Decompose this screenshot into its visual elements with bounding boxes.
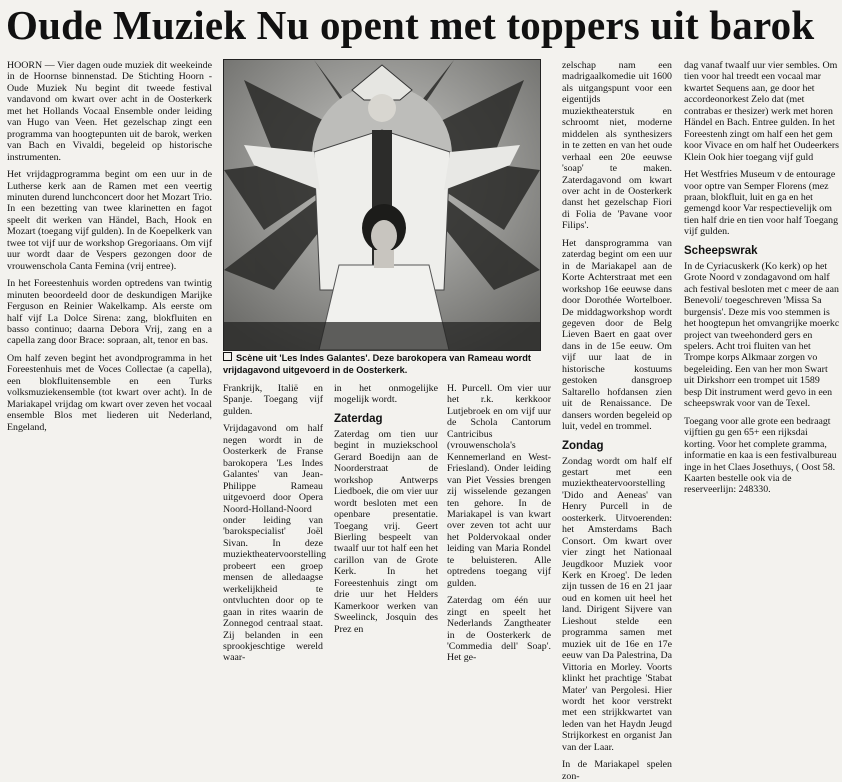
paragraph: in het onmogelijke mogelijk wordt. — [334, 383, 438, 406]
article-column-5 — [684, 60, 840, 578]
paragraph: Zondag wordt om half elf gestart met een muziektheatervoorstelling 'Dido and Aeneas' van Henry Purcell in de oosterkerk. Uitvoerenden: het Amsterdams Bach Consort. Om kwart over vier zingt het Nationaal Jeugdkoor Muziek voor Kerk en Kroeg'. De leden zijn tussen de 16 en 21 jaar oud en komen uit heel het land. Dirigent Sijvere van Lieshout stelde een programma samen met muziek uit de 16e en 17e eeuw van Da Palestrina, Da Vittoria en Morley. Voorts klinkt het prachtige 'Stabat Mater' van Pergolesi. Hier wordt het koor verstrekt met een strijkkwartet van leden van het Haydn Jeugd Strijkorkest en organist Jan van der Laar. — [562, 455, 672, 753]
caption-text: Scène uit 'Les Indes Galantes'. Deze barokopera van Rameau wordt vrijdagavond uitgevoerd in de Oosterkerk. — [223, 353, 531, 375]
photo-caption — [223, 352, 553, 376]
subheading-scheepswrak: Scheepswrak — [684, 244, 758, 257]
paragraph: HOORN — Vier dagen oude muziek dit weekeinde in de Hoornse binnenstad. De Stichting Hoorn - Oude Muziek Nu begint dit tweede festival vandavond om kwart over acht in de Oosterkerk met het Hollands Vocaal Ensemble onder leiding van Hugo van Veen. Het gezelschap zingt een programma van hoogtepunten uit de barok, werken van Bach en Vivaldi, begeleid op historische instrumenten. — [7, 60, 212, 163]
paragraph: In het Foreestenhuis worden optredens van twintig minuten beoordeeld door de deskundigen Marijke Ferguson en Reinier Wakelkamp. Als eerste om half vijf La Dolce Sirena: zang, blokfluiten en basso continuo; daarna Debora Vrij, zang en a capella zang door Brace: sopraan, alt, tenor en bas. — [7, 278, 212, 347]
article-headline: Oude Muziek Nu opent met toppers uit barok — [6, 2, 815, 48]
article-column-3 — [334, 383, 438, 635]
opera-scene-image — [224, 60, 540, 350]
paragraph: Om half zeven begint het avondprogramma in het Foreestenhuis met de Voces Collectae (a capella), een blokfluitensemble en een Turks volksmuziekensemble (tot kwart over acht). In de Mariakapel vrijdag om kwart over zeven het vocaal ensemble Blos met liederen uit Nederland, Engeland, — [7, 352, 212, 433]
paragraph: In de Cyriacuskerk (Ko kerk) op het Grote Noord v zondagavond om half ach festival besloten met c meer de aan Benevoli/ toegeschreven 'Missa Sa burgensis'. Deze mis voo stemmen is het hoogtepun het omvangrijke moerkc project van tweehonderd gers en spelers. Acht troi fluiten van het Trompe korps Alkmaar zorgen vo begeleiding. Een van her mon Swart uit Dirkshorr een trompet uit 1589 besp Dit instrument werd gevo in een scheepswrak voor van de Texel. — [684, 260, 840, 410]
paragraph: Frankrijk, Italië en Spanje. Toegang vijf gulden. — [223, 383, 323, 417]
paragraph: zelschap nam een madrigaalkomedie uit 1600 als uitgangspunt voor een eigentijds muziektheaterstuk en schroomt niet, moderne middelen als synthesizers in te zetten en van het oude verhaal een 20e eeuwse 'soap' te maken. Zaterdagavond om kwart over acht in de Oosterkerk danst het gezelschap Fiori di Folia de 'Pavane voor Filips'. — [562, 60, 672, 232]
article-column-2 — [223, 383, 327, 664]
subheading-zaterdag: Zaterdag — [334, 412, 383, 425]
article-column-4 — [562, 60, 672, 782]
paragraph: Zaterdag om tien uur begint in muziekschool Gerard Boedijn aan de Noorderstraat de workshop Antwerps Liedboek, die om vier uur wordt besloten met een openbare presentatie. Toegang vrij. Geert Bierling bespeelt van twaalf uur tot half een het carillon van de Grote Kerk. In het Foreestenhuis zingt om drie uur het Helders Kamerkoor werken van Sweelinck, Josquin des Prez en — [334, 428, 438, 635]
paragraph: Het dansprogramma van zaterdag begint om een uur in de Mariakapel aan de Korte Achterstraat met een workshop 16e eeuwse dans door Dorothée Wortelboer. De middagworkshop wordt gegeven door de Belg Lieven Baert en gaat over dans in de 15e eeuw. Om vijf uur laat de in historische kostuums gestoken dansgroep Saltarello hofdansen zien uit de Renaissance. De dansers worden begeleid op luit, vedel en trommel. — [562, 237, 672, 433]
paragraph: H. Purcell. Om vier uur het r.k. kerkkoor Lutjebroek en om vijf uur de Schola Cantorum Cantricibus (vrouwenschola's Kennemerland en West-Friesland). Onder leiding van Piet Vessies brengen zij wisselende gezangen ten gehore. In de Mariakapel is van kwart over zeven tot acht uur het Poldervokaal onder leiding van Maria Rondel te beluisteren. Alle optredens toegang vijf gulden. — [447, 383, 551, 589]
paragraph: Zaterdag om één uur zingt en speelt het Nederlands Zangtheater in de Oosterkerk de 'Commedia dell' Soap'. Het ge- — [447, 595, 551, 664]
subheading-zondag: Zondag — [562, 439, 604, 452]
paragraph: Het Westfries Museum v de entourage voor optre van Semper Florens (mez praan, blokfluit, luit en ga en het gemengd koor Var respectievelijk om tien half drie en tien voor half Toegang vijf gulden. — [684, 169, 839, 238]
paragraph: Het vrijdagprogramma begint om een uur in de Lutherse kerk aan de Ramen met een veertig minuten durend lunchconcert door het Mozart Trio. In een bezetting van twee klarinetten en fagot speelt dit werken van Händel, Bach, Hook en Mozart (toegang vijf gulden). In de Koepelkerk van twee tot vijf uur de workshop Gregoriaans. Om vijf uur wordt daar de Vespers gezongen door de vrouwenschola Canta Femina (vrij entree). — [7, 169, 212, 272]
article-column-4-lower — [447, 383, 551, 664]
paragraph: Vrijdagavond om half negen wordt in de Oosterkerk de Franse barokopera 'Les Indes Galantes' van Jean-Philippe Rameau uitgevoerd door Opera Noord-Holland-Noord onder leiding van 'barokspecialist' Joël Sivan. In deze muziektheatervoorstelling probeert een groep mensen de alledaagse werkelijkheid te ontvluchten door op te gaan in rites waarin de Zonnegod centraal staat. Zij belanden in een sprookjeschtige wereld waar- — [223, 423, 327, 664]
opera-photo — [223, 59, 541, 351]
paragraph: dag vanaf twaalf uur vier sembles. Om tien voor hal treedt een vocaal mar kwartet Sequens aan, ge door het accordeonorkest Zelo dat (met contrabas er thesizer) werk met horen Händel en Bach. Entree gulden. In het Foreestenh zingt om half een het gem koor Vivace en om half het Oudeerkers Klein Ook hier toegang vijf guld — [684, 60, 839, 163]
paragraph: In de Mariakapel spelen zon- — [562, 759, 672, 782]
paragraph: Toegang voor alle grote een bedraagt vijftien gu gen 65+ een rijksdai korting. Voor het complete gramma, informatie en kaa is een festivalbureau inge in het Claes Josethuys, ( Oost 58. Kaarten bestelle ook via de reserveerlijn: 248330. — [684, 415, 837, 496]
caption-square-icon — [223, 352, 232, 361]
article-column-1 — [7, 60, 212, 578]
